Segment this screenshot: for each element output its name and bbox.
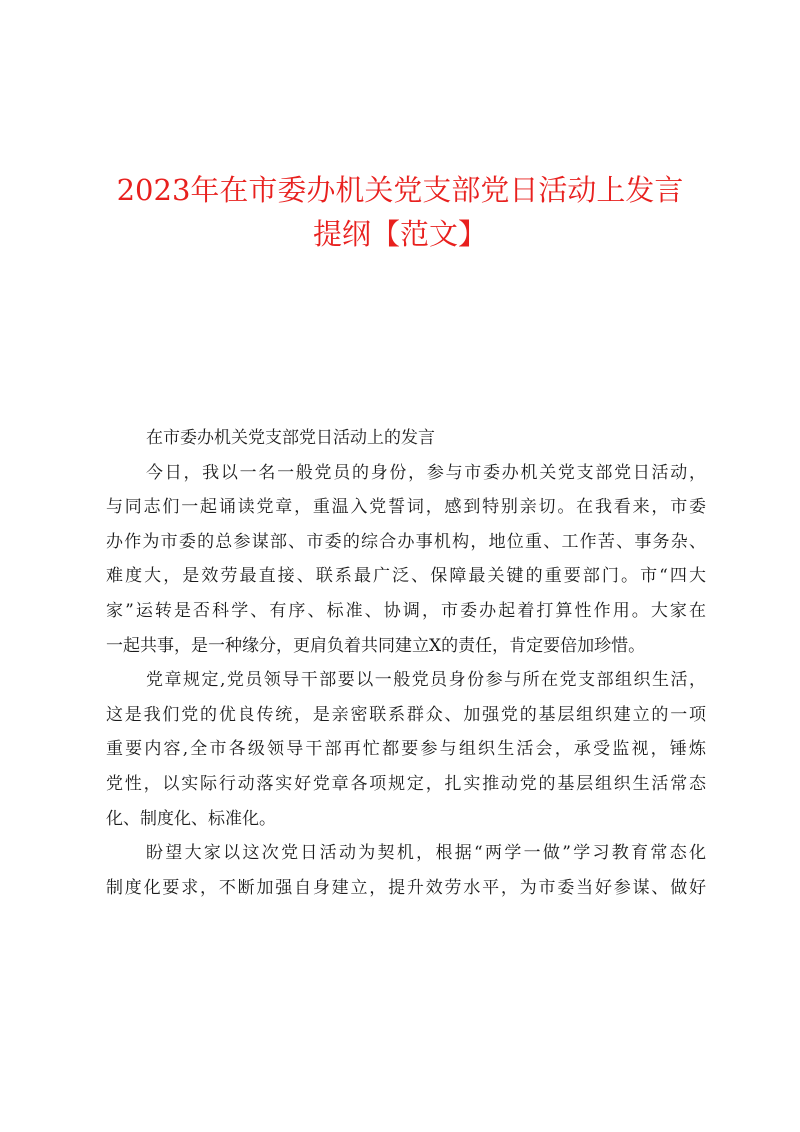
paragraph-line: 一起共事，是一种缘分，更肩负着共同建立X的责任，肯定要倍加珍惜。 (106, 635, 646, 656)
paragraph-line: 制度化要求，不断加强自身建立，提升效劳水平，为市委当好参谋、做好 (106, 877, 706, 898)
title-line-1: 2023年在市委办机关党支部党日活动上发言 (116, 173, 684, 207)
paragraph-line: 今日，我以一名一般党员的身份，参与市委办机关党支部党日活动， (146, 462, 706, 483)
paragraph-line: 难度大，是效劳最直接、联系最广泛、保障最关键的重要部门。市“四大 (106, 566, 706, 587)
paragraph-line: 盼望大家以这次党日活动为契机，根据“两学一做”学习教育常态化 (146, 843, 706, 864)
paragraph-line: 办作为市委的总参谋部、市委的综合办事机构，地位重、工作苦、事务杂、 (106, 531, 706, 552)
paragraph-line: 这是我们党的优良传统，是亲密联系群众、加强党的基层组织建立的一项 (106, 704, 706, 725)
paragraph-line: 与同志们一起诵读党章，重温入党誓词，感到特别亲切。在我看来，市委 (106, 497, 706, 518)
title-line-2: 提纲【范文】 (312, 217, 487, 251)
document-body (106, 421, 706, 905)
document-title (0, 168, 800, 256)
paragraph-line: 党章规定,党员领导干部要以一般党员身份参与所在党支部组织生活， (146, 670, 706, 691)
paragraph-2 (106, 663, 706, 836)
paragraph-line: 化、制度化、标准化。 (106, 808, 276, 829)
paragraph-3 (106, 836, 706, 905)
paragraph-line: 重要内容,全市各级领导干部再忙都要参与组织生活会，承受监视，锤炼 (106, 739, 706, 760)
paragraph-line: 家”运转是否科学、有序、标准、协调，市委办起着打算性作用。大家在 (106, 600, 706, 621)
paragraph-line: 党性，以实际行动落实好党章各项规定，扎实推动党的基层组织生活常态 (106, 773, 706, 794)
speech-subheading: 在市委办机关党支部党日活动上的发言 (146, 428, 435, 448)
paragraph-1 (106, 456, 706, 664)
